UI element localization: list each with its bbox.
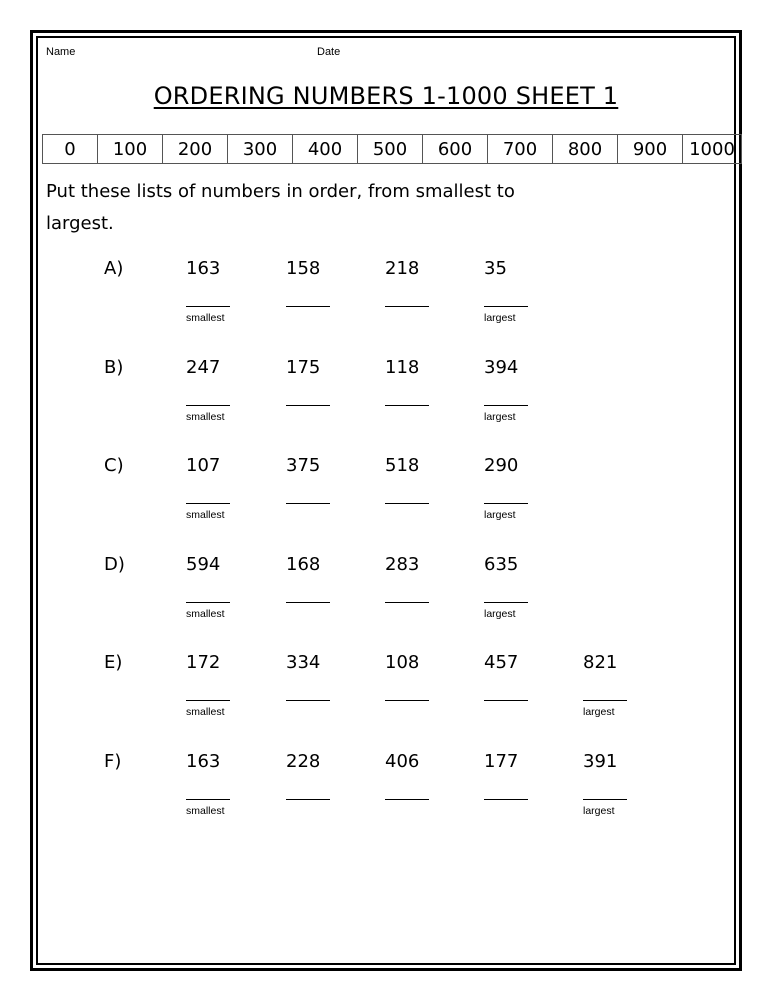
scale-cell: 600 — [423, 135, 488, 164]
date-label: Date — [317, 46, 341, 58]
answer-blank[interactable] — [286, 405, 330, 406]
problem-row — [0, 357, 772, 453]
answer-blank[interactable] — [186, 306, 230, 307]
answer-blank[interactable] — [484, 799, 528, 800]
smallest-caption: smallest — [186, 706, 225, 719]
answer-blank[interactable] — [484, 306, 528, 307]
number-item: 163 — [186, 751, 221, 772]
page-title: ORDERING NUMBERS 1-1000 SHEET 1 — [153, 82, 619, 110]
number-item: 375 — [286, 455, 321, 477]
number-item: 457 — [484, 652, 519, 674]
largest-caption: largest — [583, 706, 615, 719]
problem-label: F) — [104, 751, 122, 772]
answer-blank[interactable] — [286, 700, 330, 701]
scale-cell: 800 — [553, 135, 618, 164]
number-line-scale — [42, 134, 742, 164]
number-item: 175 — [286, 356, 321, 378]
answer-blank[interactable] — [286, 306, 330, 307]
number-item: 594 — [186, 553, 221, 575]
problem-row — [0, 554, 772, 650]
number-item: 118 — [385, 356, 420, 378]
scale-cell: 100 — [98, 135, 163, 164]
answer-blank[interactable] — [186, 799, 230, 800]
answer-blank[interactable] — [385, 405, 429, 406]
answer-blank[interactable] — [484, 700, 528, 701]
scale-cell: 400 — [293, 135, 358, 164]
answer-blank[interactable] — [286, 799, 330, 800]
largest-caption: largest — [484, 509, 516, 522]
number-item: 107 — [186, 455, 221, 477]
smallest-caption: smallest — [186, 509, 225, 522]
answer-blank[interactable] — [484, 602, 528, 603]
number-item: 406 — [385, 751, 420, 772]
number-item: 177 — [484, 751, 519, 772]
problem-row — [0, 652, 772, 748]
problem-label: C) — [104, 455, 124, 477]
instructions: Put these lists of numbers in order, from smallest to largest. — [46, 181, 515, 234]
number-item: 218 — [385, 258, 420, 279]
number-item: 228 — [286, 751, 321, 772]
number-item: 163 — [186, 258, 221, 279]
answer-blank[interactable] — [385, 306, 429, 307]
number-item: 247 — [186, 356, 221, 378]
number-item: 35 — [484, 258, 507, 279]
answer-blank[interactable] — [583, 799, 627, 800]
answer-blank[interactable] — [583, 700, 627, 701]
smallest-caption: smallest — [186, 410, 225, 423]
number-item: 158 — [286, 258, 321, 279]
name-label: Name — [46, 46, 76, 58]
number-item: 394 — [484, 356, 519, 378]
scale-cell: 900 — [618, 135, 683, 164]
answer-blank[interactable] — [385, 602, 429, 603]
smallest-caption: smallest — [186, 312, 225, 324]
problem-label: B) — [104, 356, 124, 378]
problem-label: E) — [104, 652, 123, 674]
number-item: 290 — [484, 455, 519, 477]
smallest-caption: smallest — [186, 805, 225, 817]
scale-cell: 0 — [43, 135, 98, 164]
number-item: 391 — [583, 751, 618, 772]
answer-blank[interactable] — [286, 503, 330, 504]
smallest-caption: smallest — [186, 607, 225, 620]
scale-cell: 1000 — [683, 135, 742, 164]
scale-cell: 300 — [228, 135, 293, 164]
answer-blank[interactable] — [186, 503, 230, 504]
answer-blank[interactable] — [186, 405, 230, 406]
number-item: 821 — [583, 652, 618, 674]
largest-caption: largest — [583, 805, 615, 817]
problem-row — [0, 455, 772, 551]
answer-blank[interactable] — [484, 405, 528, 406]
scale-cell: 500 — [358, 135, 423, 164]
scale-cell: 700 — [488, 135, 553, 164]
number-item: 635 — [484, 553, 519, 575]
number-item: 518 — [385, 455, 420, 477]
number-item: 108 — [385, 652, 420, 674]
largest-caption: largest — [484, 607, 516, 620]
largest-caption: largest — [484, 410, 516, 423]
answer-blank[interactable] — [286, 602, 330, 603]
answer-blank[interactable] — [186, 700, 230, 701]
problem-label: A) — [104, 258, 124, 279]
largest-caption: largest — [484, 312, 516, 324]
answer-blank[interactable] — [186, 602, 230, 603]
answer-blank[interactable] — [484, 503, 528, 504]
answer-blank[interactable] — [385, 700, 429, 701]
scale-cell: 200 — [163, 135, 228, 164]
problem-label: D) — [104, 553, 125, 575]
number-item: 168 — [286, 553, 321, 575]
problem-row — [0, 258, 772, 354]
answer-blank[interactable] — [385, 503, 429, 504]
problem-row — [0, 751, 772, 847]
number-item: 334 — [286, 652, 321, 674]
answer-blank[interactable] — [385, 799, 429, 800]
number-item: 172 — [186, 652, 221, 674]
number-item: 283 — [385, 553, 420, 575]
